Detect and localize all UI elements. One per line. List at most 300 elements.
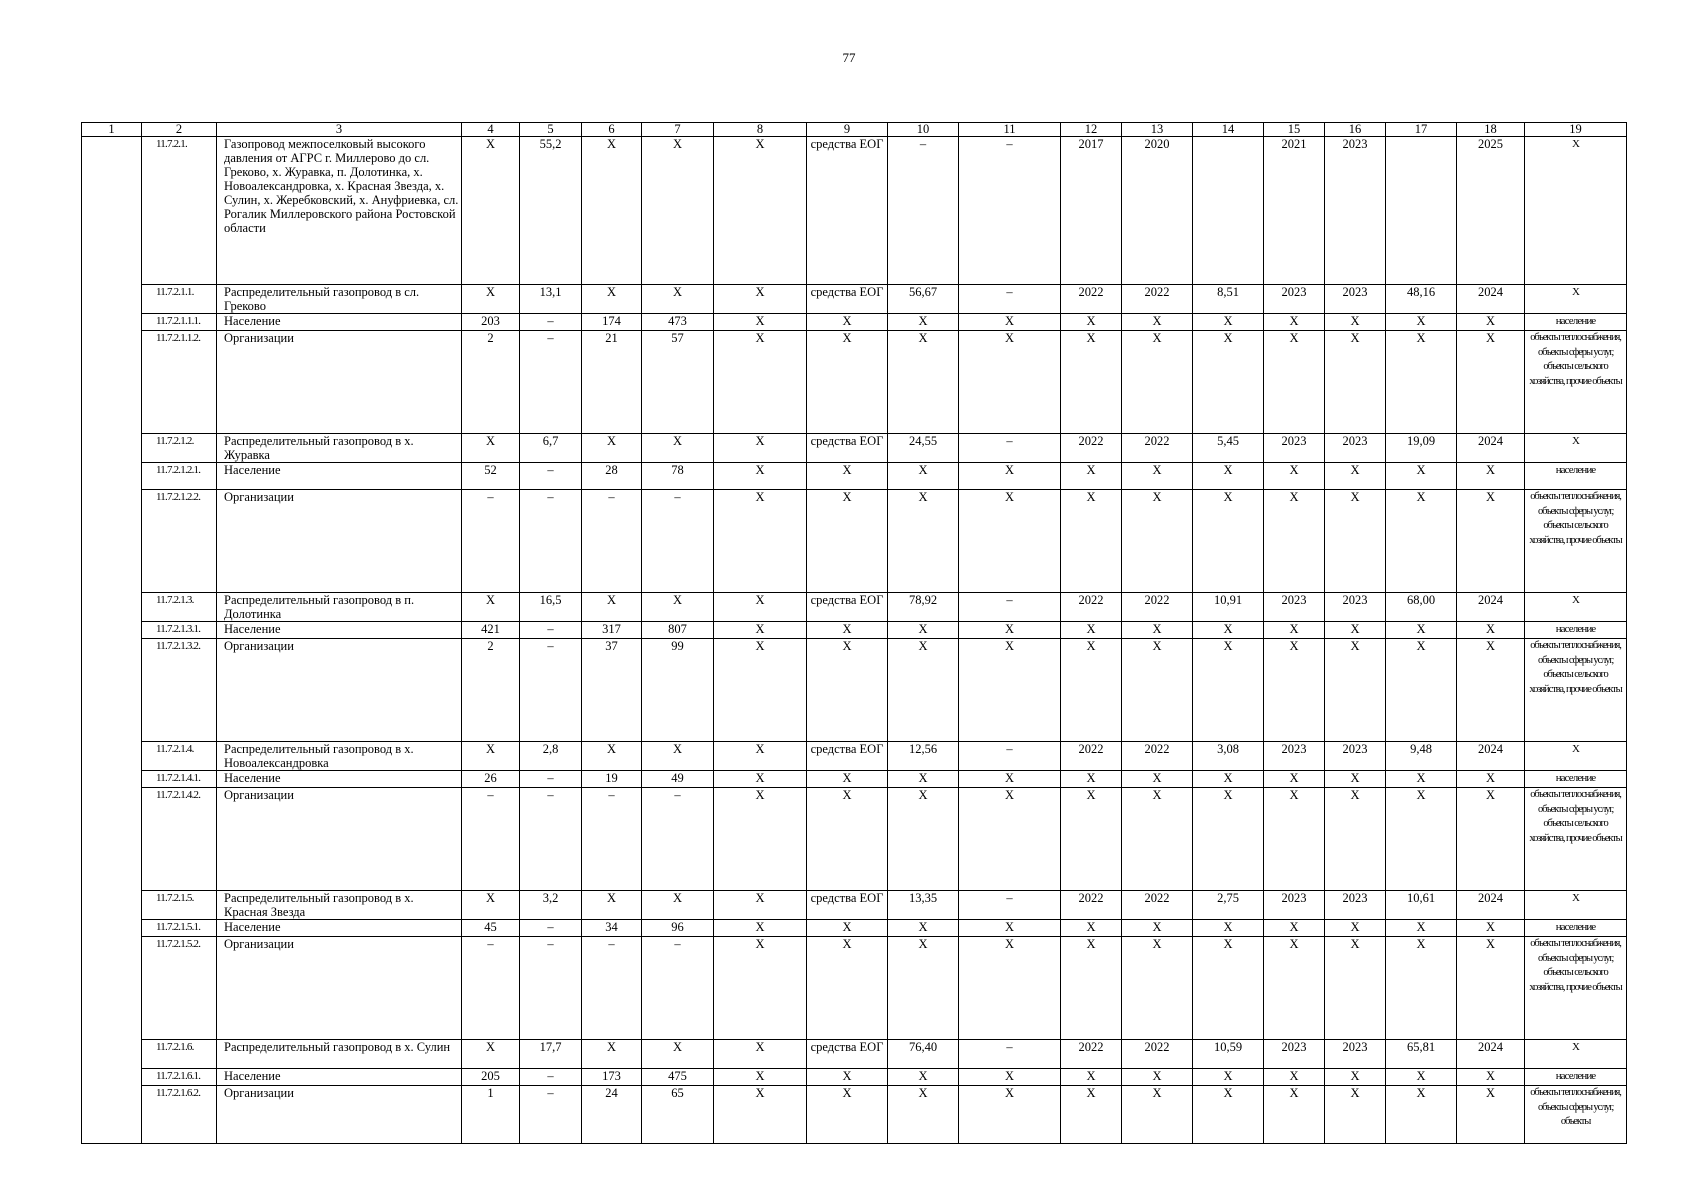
table-cell: X bbox=[1061, 314, 1122, 331]
table-row bbox=[82, 937, 1627, 1040]
table-cell: X bbox=[1193, 1069, 1264, 1086]
table-cell: 2023 bbox=[1325, 285, 1386, 314]
table-cell: 2023 bbox=[1264, 1040, 1325, 1069]
table-cell: – bbox=[959, 1040, 1061, 1069]
table-cell: X bbox=[1325, 463, 1386, 490]
table-cell: X bbox=[888, 771, 959, 788]
table-cell: – bbox=[959, 891, 1061, 920]
column-header: 14 bbox=[1193, 123, 1264, 137]
row-number: 11.7.2.1.5.1. bbox=[142, 920, 217, 937]
table-cell: 13,35 bbox=[888, 891, 959, 920]
table-cell: X bbox=[1325, 937, 1386, 1040]
table-cell: 1 bbox=[462, 1086, 520, 1144]
table-cell: X bbox=[1061, 463, 1122, 490]
table-cell: X bbox=[888, 490, 959, 593]
table-cell: – bbox=[462, 490, 520, 593]
purpose-cell: X bbox=[1525, 137, 1627, 285]
table-cell: 2023 bbox=[1325, 593, 1386, 622]
table-cell: 2 bbox=[462, 639, 520, 742]
table-cell: X bbox=[582, 137, 642, 285]
table-cell: 2023 bbox=[1264, 593, 1325, 622]
table-cell: X bbox=[1386, 1086, 1457, 1144]
table-cell: 2023 bbox=[1264, 434, 1325, 463]
table-cell: – bbox=[520, 490, 582, 593]
table-cell: X bbox=[1061, 490, 1122, 593]
table-cell: X bbox=[1061, 622, 1122, 639]
table-cell: X bbox=[1122, 490, 1193, 593]
table-cell: 2024 bbox=[1457, 1040, 1525, 1069]
purpose-cell: объекты теплоснабжения, объекты сферы услуг, объекты bbox=[1525, 1086, 1627, 1144]
column-header: 8 bbox=[714, 123, 807, 137]
column-header: 9 bbox=[807, 123, 888, 137]
table-cell: X bbox=[462, 285, 520, 314]
table-row bbox=[82, 463, 1627, 490]
purpose-cell: X bbox=[1525, 434, 1627, 463]
table-cell: X bbox=[714, 622, 807, 639]
table-cell: – bbox=[462, 788, 520, 891]
table-cell: X bbox=[1193, 771, 1264, 788]
table-cell: 2023 bbox=[1325, 137, 1386, 285]
table-cell: – bbox=[959, 137, 1061, 285]
table-cell: X bbox=[1457, 920, 1525, 937]
column-header: 3 bbox=[217, 123, 462, 137]
column-header: 4 bbox=[462, 123, 520, 137]
table-cell: X bbox=[1193, 314, 1264, 331]
table-cell: X bbox=[1386, 463, 1457, 490]
table-cell: X bbox=[714, 771, 807, 788]
table-cell: X bbox=[714, 314, 807, 331]
purpose-cell: X bbox=[1525, 891, 1627, 920]
table-cell: X bbox=[714, 463, 807, 490]
table-cell: 78 bbox=[642, 463, 714, 490]
table-cell: 24 bbox=[582, 1086, 642, 1144]
table-cell: X bbox=[642, 1040, 714, 1069]
table-cell bbox=[1386, 137, 1457, 285]
table-cell: 3,2 bbox=[520, 891, 582, 920]
table-cell: 57 bbox=[642, 331, 714, 434]
table-cell: – bbox=[520, 771, 582, 788]
table-cell: 6,7 bbox=[520, 434, 582, 463]
row-name: Организации bbox=[217, 490, 462, 593]
table-cell: 10,91 bbox=[1193, 593, 1264, 622]
table-cell: X bbox=[1325, 771, 1386, 788]
row-number: 11.7.2.1.4.1. bbox=[142, 771, 217, 788]
table-cell: X bbox=[807, 771, 888, 788]
table-cell: – bbox=[582, 490, 642, 593]
purpose-cell: население bbox=[1525, 1069, 1627, 1086]
purpose-cell: население bbox=[1525, 622, 1627, 639]
table-cell: X bbox=[1325, 331, 1386, 434]
row-name: Население bbox=[217, 1069, 462, 1086]
table-cell: 17,7 bbox=[520, 1040, 582, 1069]
row-number: 11.7.2.1.2.1. bbox=[142, 463, 217, 490]
table-cell: 2021 bbox=[1264, 137, 1325, 285]
table-cell: – bbox=[642, 490, 714, 593]
table-cell: X bbox=[1386, 788, 1457, 891]
table-row bbox=[82, 314, 1627, 331]
table-cell: 49 bbox=[642, 771, 714, 788]
table-cell: – bbox=[959, 742, 1061, 771]
table-cell: X bbox=[714, 331, 807, 434]
row-name: Организации bbox=[217, 937, 462, 1040]
table-cell: – bbox=[520, 1086, 582, 1144]
table-cell: X bbox=[1386, 920, 1457, 937]
table-cell: X bbox=[1061, 920, 1122, 937]
column-header: 12 bbox=[1061, 123, 1122, 137]
row-name: Организации bbox=[217, 788, 462, 891]
table-row bbox=[82, 285, 1627, 314]
table-row bbox=[82, 1069, 1627, 1086]
table-cell: X bbox=[1061, 331, 1122, 434]
table-cell: X bbox=[959, 920, 1061, 937]
table-cell: X bbox=[1457, 937, 1525, 1040]
column-header: 6 bbox=[582, 123, 642, 137]
row-name: Газопровод межпоселковый высокого давления от АГРС г. Миллерово до сл. Греково, х. Журавка, п. Долотинка, х. Новоалександровка, х. Красная Звезда, х. Сулин, х. Жеребковский, х. Ануфриевка, сл. Рогалик Миллеровского района Ростовской области bbox=[217, 137, 462, 285]
data-table bbox=[81, 122, 1627, 1144]
row-name: Организации bbox=[217, 639, 462, 742]
table-cell: 174 bbox=[582, 314, 642, 331]
table-cell: X bbox=[1193, 490, 1264, 593]
table-cell: X bbox=[1193, 622, 1264, 639]
table-cell: X bbox=[714, 1069, 807, 1086]
table-cell: X bbox=[1193, 788, 1264, 891]
table-cell: 10,61 bbox=[1386, 891, 1457, 920]
table-cell: средства ЕОГ bbox=[807, 891, 888, 920]
column-header: 17 bbox=[1386, 123, 1457, 137]
table-cell: X bbox=[888, 331, 959, 434]
table-cell: X bbox=[714, 639, 807, 742]
table-cell: X bbox=[714, 137, 807, 285]
table-cell: X bbox=[1193, 639, 1264, 742]
purpose-cell: X bbox=[1525, 593, 1627, 622]
table-cell: X bbox=[1122, 314, 1193, 331]
purpose-cell: объекты теплоснабжения, объекты сферы услуг, объекты сельского хозяйства, прочие объекты bbox=[1525, 639, 1627, 742]
table-row bbox=[82, 742, 1627, 771]
table-cell: X bbox=[462, 1040, 520, 1069]
table-cell: – bbox=[582, 937, 642, 1040]
row-number: 11.7.2.1.6.2. bbox=[142, 1086, 217, 1144]
table-cell: 19 bbox=[582, 771, 642, 788]
table-cell: средства ЕОГ bbox=[807, 593, 888, 622]
table-cell: X bbox=[1386, 1069, 1457, 1086]
table-cell: средства ЕОГ bbox=[807, 285, 888, 314]
table-cell: 48,16 bbox=[1386, 285, 1457, 314]
table-cell: X bbox=[888, 639, 959, 742]
table-cell: X bbox=[714, 920, 807, 937]
table-cell: 2023 bbox=[1325, 742, 1386, 771]
table-cell: 421 bbox=[462, 622, 520, 639]
purpose-cell: объекты теплоснабжения, объекты сферы услуг, объекты сельского хозяйства, прочие объекты bbox=[1525, 490, 1627, 593]
purpose-cell: население bbox=[1525, 314, 1627, 331]
table-cell: X bbox=[1122, 1069, 1193, 1086]
table-cell: X bbox=[1386, 331, 1457, 434]
table-cell: X bbox=[959, 314, 1061, 331]
table-cell: X bbox=[959, 1069, 1061, 1086]
row-name: Население bbox=[217, 314, 462, 331]
table-cell: X bbox=[1264, 639, 1325, 742]
table-cell: X bbox=[714, 490, 807, 593]
table-cell: 56,67 bbox=[888, 285, 959, 314]
table-cell: – bbox=[959, 285, 1061, 314]
table-cell: X bbox=[462, 137, 520, 285]
table-cell: X bbox=[1122, 463, 1193, 490]
table-cell: X bbox=[714, 1086, 807, 1144]
table-cell: X bbox=[714, 285, 807, 314]
purpose-cell: население bbox=[1525, 771, 1627, 788]
table-cell: X bbox=[1061, 639, 1122, 742]
table-cell: 2022 bbox=[1122, 434, 1193, 463]
table-cell: 3,08 bbox=[1193, 742, 1264, 771]
table-cell: X bbox=[1061, 937, 1122, 1040]
table-cell: 2024 bbox=[1457, 742, 1525, 771]
table-cell: 8,51 bbox=[1193, 285, 1264, 314]
purpose-cell: X bbox=[1525, 742, 1627, 771]
table-cell: 2,75 bbox=[1193, 891, 1264, 920]
table-cell: 34 bbox=[582, 920, 642, 937]
table-cell: X bbox=[642, 593, 714, 622]
table-cell: 55,2 bbox=[520, 137, 582, 285]
table-cell: X bbox=[1122, 639, 1193, 742]
purpose-cell: X bbox=[1525, 285, 1627, 314]
table-row bbox=[82, 639, 1627, 742]
table-cell: 19,09 bbox=[1386, 434, 1457, 463]
table-cell: X bbox=[959, 490, 1061, 593]
table-cell: 473 bbox=[642, 314, 714, 331]
table-cell: X bbox=[1193, 331, 1264, 434]
table-cell: X bbox=[1325, 622, 1386, 639]
table-cell: 2022 bbox=[1122, 891, 1193, 920]
table-row bbox=[82, 891, 1627, 920]
table-cell: – bbox=[959, 593, 1061, 622]
row-name: Население bbox=[217, 463, 462, 490]
row-number: 11.7.2.1.1. bbox=[142, 285, 217, 314]
table-cell: 2022 bbox=[1122, 285, 1193, 314]
table-cell: 317 bbox=[582, 622, 642, 639]
row-number: 11.7.2.1.2. bbox=[142, 434, 217, 463]
table-cell: средства ЕОГ bbox=[807, 137, 888, 285]
table-cell: X bbox=[714, 1040, 807, 1069]
table-cell: – bbox=[520, 788, 582, 891]
table-cell bbox=[1193, 137, 1264, 285]
table-cell: X bbox=[714, 742, 807, 771]
table-cell: X bbox=[582, 285, 642, 314]
purpose-cell: объекты теплоснабжения, объекты сферы услуг, объекты сельского хозяйства, прочие объекты bbox=[1525, 937, 1627, 1040]
table-cell: X bbox=[1122, 937, 1193, 1040]
table-cell: X bbox=[1264, 622, 1325, 639]
table-cell: X bbox=[1386, 771, 1457, 788]
table-cell: X bbox=[1264, 1069, 1325, 1086]
table-cell: 2020 bbox=[1122, 137, 1193, 285]
table-cell: X bbox=[959, 622, 1061, 639]
table-cell: X bbox=[807, 920, 888, 937]
table-row bbox=[82, 434, 1627, 463]
table-cell: X bbox=[642, 742, 714, 771]
table-cell: – bbox=[520, 622, 582, 639]
table-cell: 5,45 bbox=[1193, 434, 1264, 463]
row-number: 11.7.2.1.5. bbox=[142, 891, 217, 920]
table-cell: X bbox=[1386, 314, 1457, 331]
purpose-cell: население bbox=[1525, 920, 1627, 937]
table-cell: 24,55 bbox=[888, 434, 959, 463]
table-cell: 2023 bbox=[1264, 891, 1325, 920]
column-header: 16 bbox=[1325, 123, 1386, 137]
table-cell: X bbox=[1264, 1086, 1325, 1144]
table-cell: 52 bbox=[462, 463, 520, 490]
column-header: 11 bbox=[959, 123, 1061, 137]
table-cell: 45 bbox=[462, 920, 520, 937]
row-name: Население bbox=[217, 920, 462, 937]
table-cell: X bbox=[807, 314, 888, 331]
table-cell: 28 bbox=[582, 463, 642, 490]
table-cell: X bbox=[959, 463, 1061, 490]
table-cell: X bbox=[1193, 1086, 1264, 1144]
column-header: 15 bbox=[1264, 123, 1325, 137]
table-cell: X bbox=[807, 788, 888, 891]
table-cell: 12,56 bbox=[888, 742, 959, 771]
table-cell: X bbox=[959, 937, 1061, 1040]
table-cell: 2022 bbox=[1061, 1040, 1122, 1069]
table-cell: X bbox=[1264, 920, 1325, 937]
table-row bbox=[82, 490, 1627, 593]
table-cell: X bbox=[462, 891, 520, 920]
table-cell: X bbox=[582, 1040, 642, 1069]
table-cell: – bbox=[520, 1069, 582, 1086]
row-name: Распределительный газопровод в сл. Греково bbox=[217, 285, 462, 314]
table-cell: 26 bbox=[462, 771, 520, 788]
table-cell: 99 bbox=[642, 639, 714, 742]
table-row bbox=[82, 771, 1627, 788]
table-cell: X bbox=[714, 891, 807, 920]
column-header: 10 bbox=[888, 123, 959, 137]
table-cell: X bbox=[959, 771, 1061, 788]
column-header: 19 bbox=[1525, 123, 1627, 137]
table-row bbox=[82, 788, 1627, 891]
table-cell: X bbox=[1061, 1086, 1122, 1144]
table-cell: X bbox=[1061, 1069, 1122, 1086]
table-cell: X bbox=[807, 463, 888, 490]
column-header: 7 bbox=[642, 123, 714, 137]
table-cell: X bbox=[888, 788, 959, 891]
table-cell: 2023 bbox=[1325, 891, 1386, 920]
table-cell: X bbox=[888, 1069, 959, 1086]
table-row bbox=[82, 593, 1627, 622]
row-number: 11.7.2.1.4. bbox=[142, 742, 217, 771]
table-cell: – bbox=[520, 331, 582, 434]
table-cell: 78,92 bbox=[888, 593, 959, 622]
table-cell: X bbox=[714, 434, 807, 463]
table-cell: 2023 bbox=[1325, 1040, 1386, 1069]
table-cell: X bbox=[1457, 463, 1525, 490]
table-cell: средства ЕОГ bbox=[807, 742, 888, 771]
row-name: Распределительный газопровод в х. Красная Звезда bbox=[217, 891, 462, 920]
table-cell: X bbox=[1193, 920, 1264, 937]
table-cell: X bbox=[1264, 937, 1325, 1040]
table-cell: X bbox=[1193, 463, 1264, 490]
row-name: Распределительный газопровод в х. Сулин bbox=[217, 1040, 462, 1069]
table-cell: – bbox=[520, 920, 582, 937]
table-cell: – bbox=[520, 314, 582, 331]
row-number: 11.7.2.1.6.1. bbox=[142, 1069, 217, 1086]
table-cell: 2022 bbox=[1061, 593, 1122, 622]
table-cell: X bbox=[959, 788, 1061, 891]
table-cell: X bbox=[1457, 771, 1525, 788]
table-cell: X bbox=[807, 331, 888, 434]
table-cell: 65,81 bbox=[1386, 1040, 1457, 1069]
table-cell: X bbox=[1264, 463, 1325, 490]
table-cell: X bbox=[807, 639, 888, 742]
table-cell: X bbox=[1264, 331, 1325, 434]
table-cell: X bbox=[1457, 639, 1525, 742]
table-cell: X bbox=[888, 622, 959, 639]
table-cell: – bbox=[520, 639, 582, 742]
row-number: 11.7.2.1.2.2. bbox=[142, 490, 217, 593]
table-cell: X bbox=[1325, 314, 1386, 331]
table-cell: 2025 bbox=[1457, 137, 1525, 285]
row-number: 11.7.2.1.1.2. bbox=[142, 331, 217, 434]
table-cell: X bbox=[807, 1069, 888, 1086]
table-cell: X bbox=[582, 434, 642, 463]
table-cell: X bbox=[1264, 314, 1325, 331]
table-cell: X bbox=[1325, 788, 1386, 891]
table-cell: X bbox=[1386, 639, 1457, 742]
table-row bbox=[82, 920, 1627, 937]
table-cell: X bbox=[1122, 788, 1193, 891]
table-cell: 807 bbox=[642, 622, 714, 639]
table-cell: 2022 bbox=[1061, 742, 1122, 771]
table-cell: 65 bbox=[642, 1086, 714, 1144]
table-cell: 2017 bbox=[1061, 137, 1122, 285]
table-cell: 173 bbox=[582, 1069, 642, 1086]
table-cell: 2022 bbox=[1122, 742, 1193, 771]
table-cell: 2023 bbox=[1264, 285, 1325, 314]
table-cell: 2022 bbox=[1061, 891, 1122, 920]
table-cell: X bbox=[582, 742, 642, 771]
table-cell: X bbox=[1264, 771, 1325, 788]
table-cell: X bbox=[462, 742, 520, 771]
table-cell: 205 bbox=[462, 1069, 520, 1086]
table-cell: средства ЕОГ bbox=[807, 434, 888, 463]
table-cell: X bbox=[888, 937, 959, 1040]
row-number: 11.7.2.1.6. bbox=[142, 1040, 217, 1069]
table-cell: X bbox=[1325, 490, 1386, 593]
table-cell: X bbox=[1193, 937, 1264, 1040]
table-cell: средства ЕОГ bbox=[807, 1040, 888, 1069]
table-cell: X bbox=[462, 593, 520, 622]
table-row bbox=[82, 622, 1627, 639]
table-cell: 2022 bbox=[1122, 593, 1193, 622]
table-cell: X bbox=[1264, 788, 1325, 891]
table-cell: – bbox=[959, 434, 1061, 463]
table-cell: X bbox=[1122, 920, 1193, 937]
purpose-cell: объекты теплоснабжения, объекты сферы услуг, объекты сельского хозяйства, прочие объекты bbox=[1525, 788, 1627, 891]
table-cell: X bbox=[1264, 490, 1325, 593]
table-cell: X bbox=[642, 137, 714, 285]
column-header: 18 bbox=[1457, 123, 1525, 137]
table-cell: X bbox=[1122, 331, 1193, 434]
table-cell: 475 bbox=[642, 1069, 714, 1086]
table-cell: X bbox=[642, 891, 714, 920]
table-cell: X bbox=[714, 937, 807, 1040]
page-number: 77 bbox=[842, 50, 856, 65]
table-cell: 203 bbox=[462, 314, 520, 331]
table-row bbox=[82, 331, 1627, 434]
table-cell: 13,1 bbox=[520, 285, 582, 314]
purpose-cell: X bbox=[1525, 1040, 1627, 1069]
table-cell: 2 bbox=[462, 331, 520, 434]
row-name: Распределительный газопровод в х. Новоалександровка bbox=[217, 742, 462, 771]
table-cell: – bbox=[642, 788, 714, 891]
table-cell: X bbox=[462, 434, 520, 463]
